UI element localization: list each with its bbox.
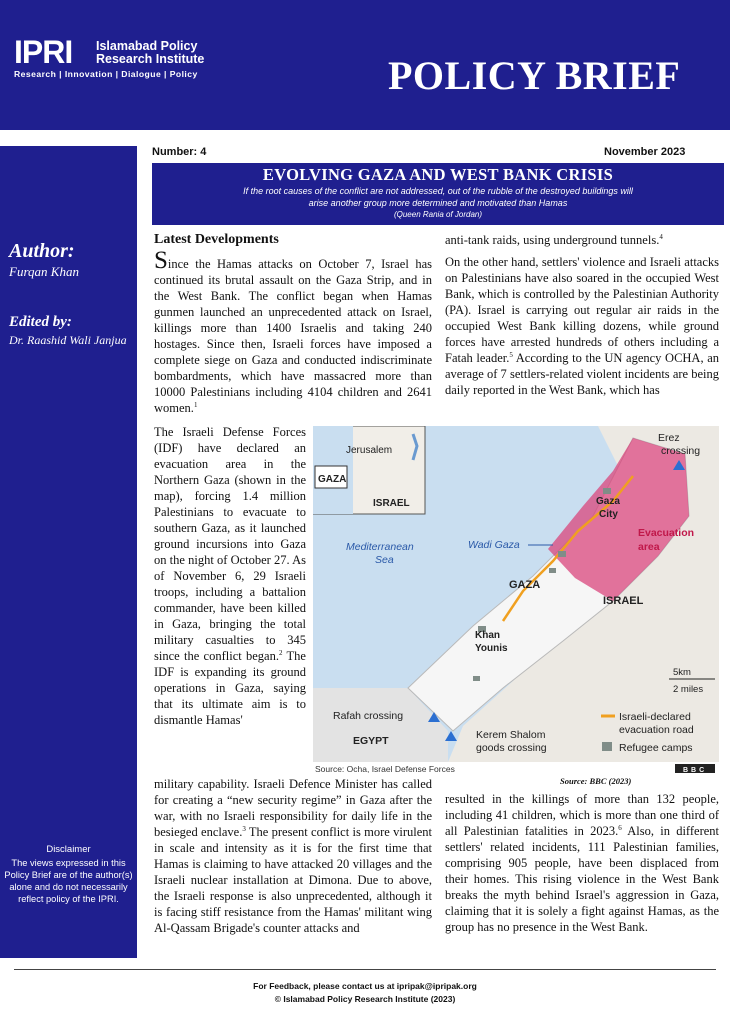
map-label-israel: ISRAEL [603, 595, 644, 607]
section-heading: Latest Developments [154, 232, 279, 247]
map-source: Source: Ocha, Israel Defense Forces [315, 764, 455, 774]
brief-title: POLICY BRIEF [388, 53, 681, 98]
paragraph-2 [154, 424, 306, 728]
dropcap: S [154, 247, 168, 274]
map-label-crossing: crossing [661, 445, 701, 457]
logo-acronym: IPRI [14, 34, 73, 70]
map-label-gaza-inset: GAZA [318, 474, 347, 485]
map-label-jerusalem: Jerusalem [346, 445, 393, 456]
map-label-israel-inset: ISRAEL [373, 498, 410, 509]
map-scale-miles: 2 miles [673, 684, 704, 695]
paragraph-5-text-b: Also, in different settlers' related incidents, 111 Palestinian families, comprising 905 people, have been displaced from their homes. This rising violence in the West Bank breaks the myth behind Israel's aggression in Gaza, claiming that it is solely a fight against Hamas, as the group has no presence in the West Bank. [445, 824, 720, 934]
footnote-ref: 6 [618, 823, 622, 832]
map-refugee-camp [603, 488, 611, 494]
map-label-gaza-city: Gaza [596, 496, 620, 507]
map-label-kerem-shalom: Kerem Shalom [476, 729, 546, 741]
gaza-map [313, 426, 719, 774]
map-label-evacuation: Evacuation [638, 527, 695, 539]
paragraph-4-text-c: According to the UN agency OCHA, an average of 7 settlers-related violent incidents are being daily reported in the West Bank, which has [445, 351, 719, 397]
map-label-younis: Younis [475, 643, 508, 654]
editor-name: Dr. Raashid Wali Janjua [9, 333, 127, 347]
footnote-ref: 2 [278, 648, 283, 657]
author-heading: Author: [9, 240, 75, 262]
map-label-rafah: Rafah crossing [333, 710, 404, 722]
map-label-egypt: EGYPT [353, 735, 389, 747]
issue-date: November 2023 [604, 146, 686, 158]
map-scale-km: 5km [673, 667, 691, 678]
footnote-ref: 1 [193, 400, 198, 409]
legend-camps-label: Refugee camps [619, 742, 693, 754]
paragraph-4-text-a: anti-tank raids, using underground tunnels. [445, 233, 660, 247]
map-label-erez: Erez [658, 432, 680, 444]
author-name: Furqan Khan [9, 264, 79, 279]
paragraph-1-text: ince the Hamas attacks on October 7, Israel has continued its brutal assault on the Gaza Strip, and in the West Bank. The conflict began when Hamas gunmen launched an unprecedented attack on Israel, killings more than 1400 Israelis and taking 240 hostages. Since then, Israeli forces have imposed a complete siege on Gaza and conducted indiscriminate bombardments, which have massacred more than 10000 Palestinians including 4104 children and 2641 women. [154, 257, 432, 415]
disclaimer-heading: Disclaimer [46, 844, 91, 855]
map-refugee-camp [549, 568, 556, 573]
paragraph-5-text-a: resulted in the killings of more than 132 people, including 41 children, which is more than one third of all Palestinian fatalities in 2023. [445, 792, 719, 838]
paragraph-2-text: The Israeli Defense Forces (IDF) have declared an evacuation area in the Northern Gaza (shown in the map), forcing 1.4 million Palestinians to evacuate to southern Gaza, as it launched ground incursions into Gaza on the night of October 27. As of November 6, 29 Israeli troops, including a battalion commander, have been killed in Gaza, bringing the total military casualties to 345 since the conflict began. [154, 425, 306, 663]
footnote-ref: 3 [242, 824, 246, 833]
quote-line2: arise another group more determined and motivated than Hamas [308, 198, 568, 208]
paragraph-4 [445, 232, 719, 398]
map-refugee-camp [558, 551, 566, 557]
legend-camps-swatch [602, 742, 612, 751]
quote-line1: If the root causes of the conflict are not addressed, out of the rubble of the destroyed buildings will [243, 186, 633, 196]
footer-contact: For Feedback, please contact us at ipripak@ipripak.org [253, 981, 477, 991]
map-label-goods-crossing: goods crossing [476, 742, 547, 754]
paragraph-4-text-b: On the other hand, settlers' violence and Israeli attacks on Palestinians have also soared in the occupied West Bank, which is controlled by the Palestinian Authority (PA). Israel is carrying out regular air raids in the occupied West Bank killing dozens, while ground forces have arrested hundreds of others including a Fatah leader. [445, 255, 719, 365]
paragraph-3 [154, 776, 432, 936]
disclaimer-text: The views expressed in this Policy Brief are of the author(s) alone and do not necessarily reflect policy of the IPRI. [4, 858, 133, 904]
paragraph-5 [445, 791, 719, 935]
paragraph-3-text-a: military capability. Israeli Defence Minister has called for creating a “new security regime” in Gaza after the war, with no Israeli responsibility for daily life in the besieged enclave. [154, 777, 432, 839]
footer-copyright: © Islamabad Policy Research Institute (2023) [274, 994, 456, 1004]
map-label-khan: Khan [475, 630, 500, 641]
edited-heading: Edited by: [9, 314, 72, 330]
logo-name-line1: Islamabad Policy [96, 39, 198, 53]
map-label-city: City [599, 509, 618, 520]
map-label-mediterranean: Mediterranean [346, 541, 414, 553]
footnote-ref: 4 [659, 232, 663, 241]
legend-road-label2: evacuation road [619, 724, 694, 736]
footnote-ref: 5 [509, 350, 513, 359]
logo-name-line2: Research Institute [96, 52, 205, 66]
map-caption: Source: BBC (2023) [560, 776, 632, 786]
footer-divider [14, 969, 716, 970]
main-title: EVOLVING GAZA AND WEST BANK CRISIS [262, 165, 614, 184]
issue-number: Number: 4 [152, 146, 207, 158]
map-refugee-camp [473, 676, 480, 681]
bbc-logo-text: BBC [683, 767, 708, 774]
map-label-sea: Sea [375, 554, 394, 566]
logo-tagline: Research | Innovation | Dialogue | Policy [14, 69, 198, 79]
map-label-area: area [638, 541, 660, 553]
map-label-wadi-gaza: Wadi Gaza [468, 539, 520, 551]
paragraph-1 [154, 247, 432, 416]
map-label-gaza: GAZA [509, 579, 541, 591]
quote-attribution: (Queen Rania of Jordan) [393, 210, 483, 219]
logo-name [96, 40, 204, 66]
legend-road-label1: Israeli-declared [619, 711, 691, 723]
paragraph-3-text-b: The present conflict is more virulent in scale and intensity as it is for the first time that Hamas is claiming to have attacked 20 villages and the Israeli nuclear installation at Dimona. Due to above, the Israeli response is also unprecedented, although it is facing stiff resistance from the Hamas' militant wing Al-Qassam Brigade's counter attacks and [154, 825, 432, 935]
paragraph-2-tail: The IDF is expanding its ground operations in Gaza, saying that its ultimate aim is to dismantle Hamas' [154, 649, 306, 727]
